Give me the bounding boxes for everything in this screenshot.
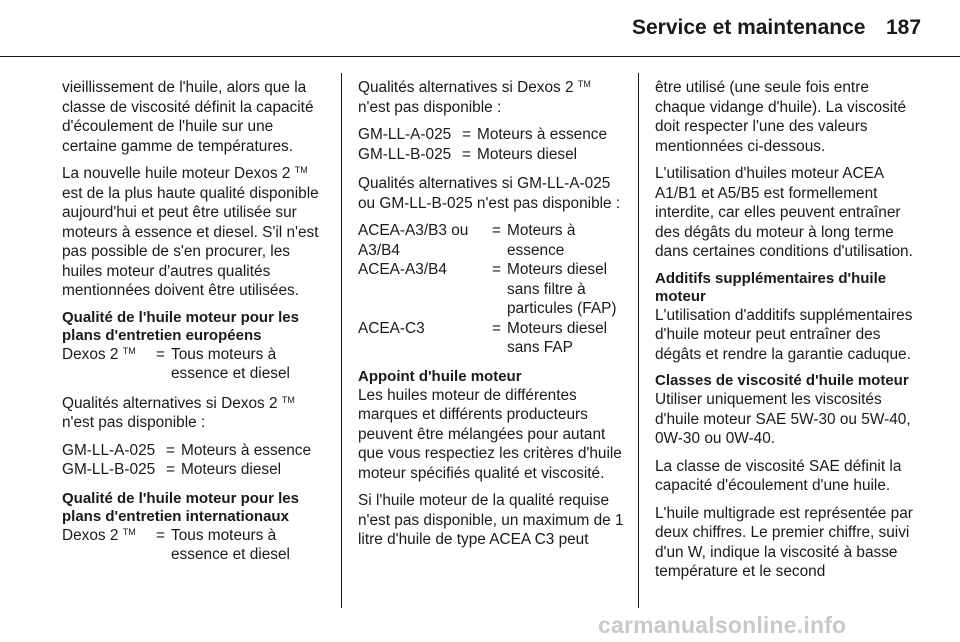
table-row <box>358 319 624 358</box>
equals-sign: = <box>492 261 501 278</box>
column-divider-1 <box>341 73 342 608</box>
heading-oil-additives: Additifs supplémentaires d'huile moteur <box>655 269 887 305</box>
table-row <box>62 460 311 480</box>
paragraph: Qualités alternatives si GM-LL-A-025 ou GM-LL-B-025 n'est pas disponible : <box>358 175 621 212</box>
spec-value: Moteurs diesel <box>477 145 578 163</box>
table-row <box>358 221 624 260</box>
paragraph: Qualités alternatives si Dexos 2 ™ n'est pas disponible : <box>358 79 591 116</box>
spec-table <box>62 345 326 384</box>
middle-column <box>358 78 624 558</box>
spec-value: Tous moteurs à essence et diesel <box>171 345 290 382</box>
spec-name: GM-LL-A-025 <box>358 126 452 143</box>
table-row <box>62 345 326 384</box>
equals-sign: = <box>492 319 501 337</box>
spec-table <box>62 441 311 480</box>
paragraph: Utiliser uniquement les viscosités d'huile moteur SAE 5W-30 ou 5W-40, 0W-30 ou 0W-40. <box>655 391 911 447</box>
spec-name: Dexos 2 ™ <box>62 345 136 363</box>
equals-sign: = <box>156 345 165 363</box>
paragraph: vieillissement de l'huile, alors que la classe de viscosité définit la capacité d'écoulement de l'huile sur une certaine gamme de températures. <box>62 79 314 155</box>
paragraph: Qualités alternatives si Dexos 2 ™ n'est pas disponible : <box>62 394 295 431</box>
heading-oil-quality-europe: Qualité de l'huile moteur pour les plans d'entretien européens <box>62 308 299 344</box>
spec-name: GM-LL-B-025 <box>62 461 156 478</box>
right-column <box>655 78 921 590</box>
equals-sign: = <box>166 461 175 478</box>
table-row <box>358 145 607 165</box>
equals-sign: = <box>492 222 501 239</box>
section-title: Service et maintenance <box>632 16 866 39</box>
left-column <box>62 78 326 575</box>
spec-value: Moteurs à essence <box>507 222 576 259</box>
spec-name: ACEA-A3/B3 ou A3/B4 <box>358 222 469 259</box>
paragraph: être utilisé (une seule fois entre chaque vidange d'huile). La viscosité doit respecter l'une des valeurs mentionnées ci-dessous. <box>655 79 907 155</box>
equals-sign: = <box>462 126 471 143</box>
equals-sign: = <box>462 145 471 163</box>
paragraph: L'huile multigrade est représentée par deux chiffres. Le premier chiffre, suivi d'un W, indique la viscosité à basse température et le second <box>655 504 913 580</box>
table-row <box>62 526 326 565</box>
spec-name: ACEA-A3/B4 <box>358 261 447 278</box>
equals-sign: = <box>156 526 165 544</box>
table-row <box>358 260 624 319</box>
paragraph: La nouvelle huile moteur Dexos 2 ™ est de la plus haute qualité disponible aujourd'hui et peut être utilisée sur moteurs à essence et diesel. S'il n'est pas possible de s'en procurer, les huiles moteur d'autres qualités mentionnées doivent être utilisées. <box>62 165 319 299</box>
spec-value: Moteurs diesel sans filtre à particules (FAP) <box>507 261 617 317</box>
paragraph: La classe de viscosité SAE définit la capacité d'écoulement d'une huile. <box>655 457 902 494</box>
heading-oil-top-up: Appoint d'huile moteur <box>358 367 522 385</box>
spec-value: Moteurs à essence <box>477 126 608 143</box>
watermark: carmanualsonline.info <box>598 612 847 638</box>
paragraph: L'utilisation d'huiles moteur ACEA A1/B1 et A5/B5 est formellement interdite, car elles peuvent entraîner des dégâts du moteur à long terme dans certaines conditions d'utilisation. <box>655 165 913 260</box>
column-divider-2 <box>638 73 639 608</box>
spec-name: ACEA-C3 <box>358 319 425 337</box>
paragraph: Si l'huile moteur de la qualité requise n'est pas disponible, un maximum de 1 litre d'huile de type ACEA C3 peut <box>358 492 624 548</box>
spec-value: Tous moteurs à essence et diesel <box>171 526 290 563</box>
spec-name: GM-LL-B-025 <box>358 145 452 163</box>
table-row <box>62 441 311 461</box>
spec-value: Moteurs diesel sans FAP <box>507 319 608 356</box>
spec-table <box>358 221 624 358</box>
spec-value: Moteurs diesel <box>181 461 282 478</box>
spec-value: Moteurs à essence <box>181 441 312 459</box>
spec-name: GM-LL-A-025 <box>62 441 156 459</box>
heading-viscosity-classes: Classes de viscosité d'huile moteur <box>655 372 909 389</box>
table-row <box>358 125 607 145</box>
equals-sign: = <box>166 441 175 459</box>
page-number: 187 <box>886 16 922 39</box>
spec-table <box>62 526 326 565</box>
paragraph: L'utilisation d'additifs supplémentaires d'huile moteur peut entraîner des dégâts et rendre la garantie caduque. <box>655 306 913 363</box>
spec-table <box>358 125 607 164</box>
heading-oil-quality-international: Qualité de l'huile moteur pour les plans d'entretien internationaux <box>62 489 299 525</box>
page-header <box>0 0 960 50</box>
paragraph: Les huiles moteur de différentes marques et différents producteurs peuvent être mélangées pour autant que vous respectiez les critères d'huile moteur spécifiés qualité et viscosité. <box>358 386 622 482</box>
header-divider <box>0 56 960 57</box>
spec-name: Dexos 2 ™ <box>62 526 136 544</box>
